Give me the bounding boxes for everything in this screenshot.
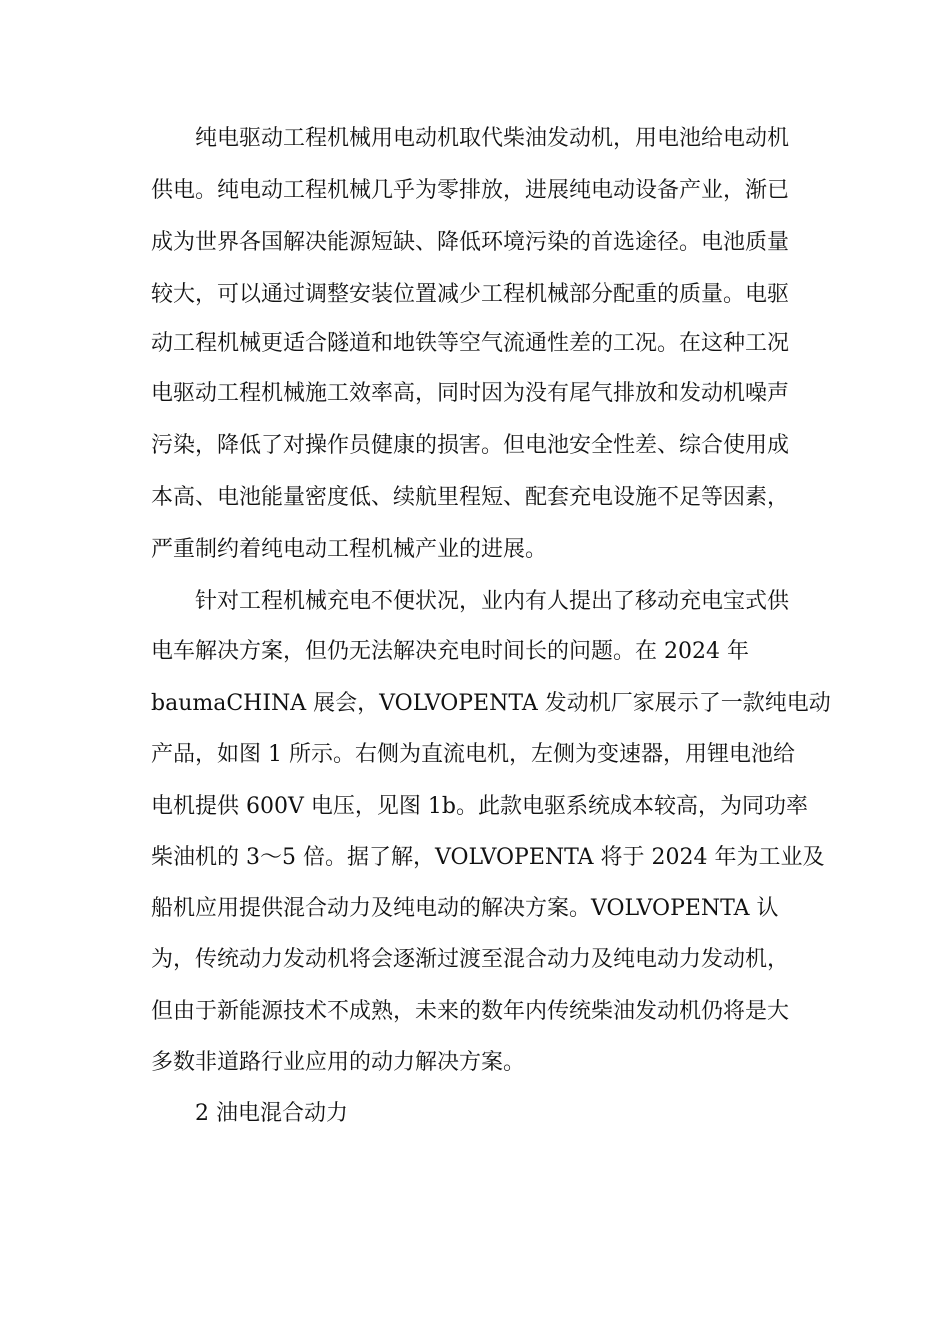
paragraph-2-line-4: 产品，如图 1 所示。右侧为直流电机，左侧为变速器，用锂电池给: [151, 742, 795, 767]
paragraph-2-line-1: 针对工程机械充电不便状况，业内有人提出了移动充电宝式供: [195, 589, 790, 614]
paragraph-1-line-8: 本高、电池能量密度低、续航里程短、配套充电设施不足等因素，: [151, 485, 790, 510]
paragraph-1-line-9: 严重制约着纯电动工程机械产业的进展。: [151, 537, 548, 562]
paragraph-1-line-4: 较大，可以通过调整安装位置减少工程机械部分配重的质量。电驱: [151, 282, 790, 307]
paragraph-2-line-10: 多数非道路行业应用的动力解决方案。: [151, 1050, 526, 1075]
paragraph-1-line-5: 动工程机械更适合隧道和地铁等空气流通性差的工况。在这种工况: [151, 331, 790, 356]
paragraph-2-line-7: 船机应用提供混合动力及纯电动的解决方案。VOLVOPENTA 认: [151, 896, 779, 921]
section-heading: 2 油电混合动力: [195, 1101, 348, 1126]
paragraph-1-line-2: 供电。纯电动工程机械几乎为零排放，进展纯电动设备产业，渐已: [151, 178, 790, 203]
paragraph-2-line-8: 为，传统动力发动机将会逐渐过渡至混合动力及纯电动力发动机，: [151, 947, 790, 972]
paragraph-2-line-2: 电车解决方案，但仍无法解决充电时间长的问题。在 2024 年: [151, 639, 749, 664]
paragraph-1-line-7: 污染，降低了对操作员健康的损害。但电池安全性差、综合使用成: [151, 433, 790, 458]
paragraph-2-line-6: 柴油机的 3～5 倍。据了解，VOLVOPENTA 将于 2024 年为工业及: [151, 845, 825, 870]
paragraph-1-line-3: 成为世界各国解决能源短缺、降低环境污染的首选途径。电池质量: [151, 230, 790, 255]
paragraph-2-line-3: baumaCHINA 展会，VOLVOPENTA 发动机厂家展示了一款纯电动: [151, 691, 831, 716]
paragraph-1-line-1: 纯电驱动工程机械用电动机取代柴油发动机，用电池给电动机: [195, 126, 790, 151]
paragraph-2-line-9: 但由于新能源技术不成熟，未来的数年内传统柴油发动机仍将是大: [151, 999, 790, 1024]
paragraph-2-line-5: 电机提供 600V 电压，见图 1b。此款电驱系统成本较高，为同功率: [151, 794, 808, 819]
paragraph-1-line-6: 电驱动工程机械施工效率高，同时因为没有尾气排放和发动机噪声: [151, 381, 790, 406]
